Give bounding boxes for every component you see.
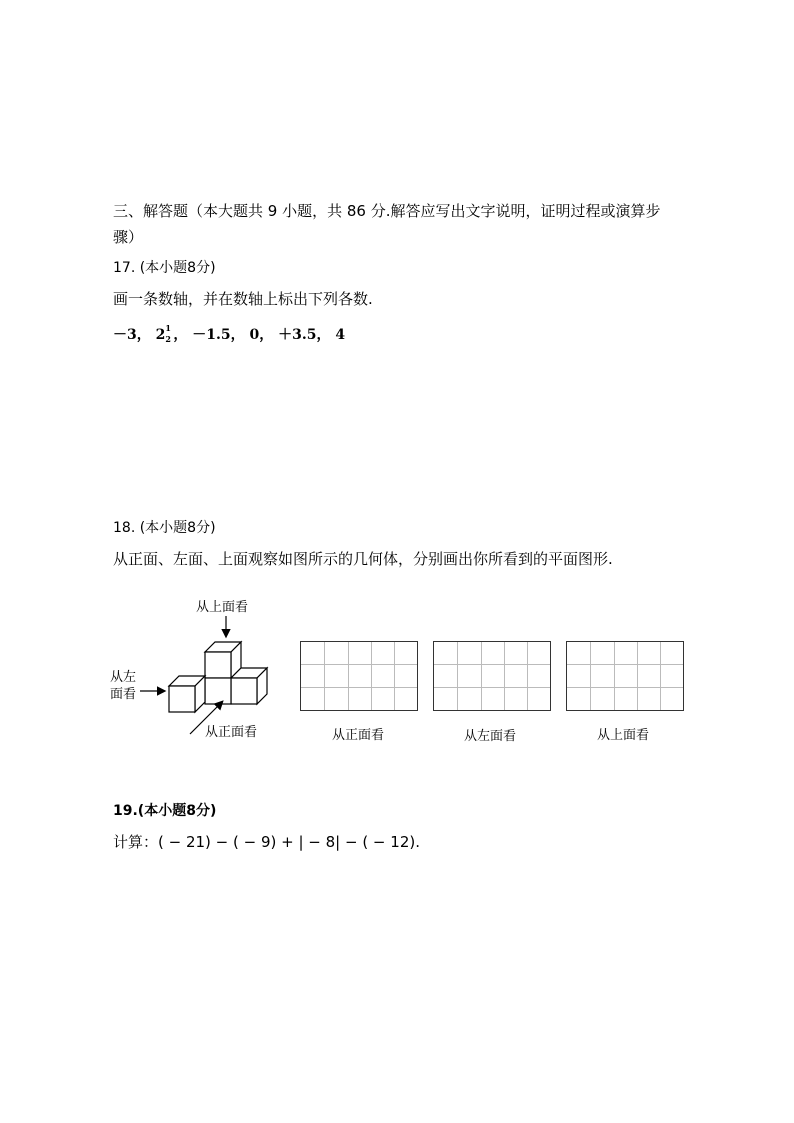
q17-number-1: －3，	[113, 327, 151, 343]
caption-front-view: 从正面看	[332, 728, 385, 743]
cube-right	[231, 668, 267, 704]
label-left-view-1: 从左	[110, 670, 137, 685]
q18-header: 18. (本小题8分)	[113, 520, 216, 536]
label-front-view: 从正面看	[205, 725, 258, 740]
q17-number-6: 4	[335, 327, 346, 343]
caption-top-view: 从上面看	[597, 728, 650, 743]
answer-grid-front[interactable]	[300, 641, 418, 711]
cube-left	[169, 676, 205, 712]
q17-number-2-whole: 2	[155, 327, 166, 343]
label-top-view: 从上面看	[196, 600, 249, 615]
section-title-line2: 骤）	[113, 228, 144, 246]
label-left-view-2: 面看	[110, 687, 137, 702]
fraction-denominator: 2	[165, 334, 171, 344]
q18-instruction: 从正面、左面、上面观察如图所示的几何体，分别画出你所看到的平面图形.	[113, 550, 613, 568]
q17-number-4: 0，	[249, 327, 274, 343]
q17-number-2-sep: ，	[173, 327, 188, 343]
q17-instruction: 画一条数轴，并在数轴上标出下列各数.	[113, 290, 373, 308]
q17-number-5: ＋3.5，	[278, 327, 331, 343]
caption-left-view: 从左面看	[464, 729, 517, 744]
section-title-line1: 三、解答题（本大题共 9 小题，共 86 分.解答应写出文字说明，证明过程或演算步	[113, 202, 661, 220]
q19-expression: 计算：( − 21) − ( − 9) + | − 8| − ( − 12).	[113, 833, 420, 851]
answer-grid-left[interactable]	[433, 641, 551, 711]
cube-middle	[205, 678, 231, 704]
fraction-numerator: 1	[165, 323, 171, 333]
q19-header: 19.(本小题8分)	[113, 803, 217, 819]
answer-grid-top[interactable]	[566, 641, 684, 711]
q17-header: 17. (本小题8分)	[113, 260, 216, 276]
q17-number-3: －1.5，	[192, 327, 245, 343]
